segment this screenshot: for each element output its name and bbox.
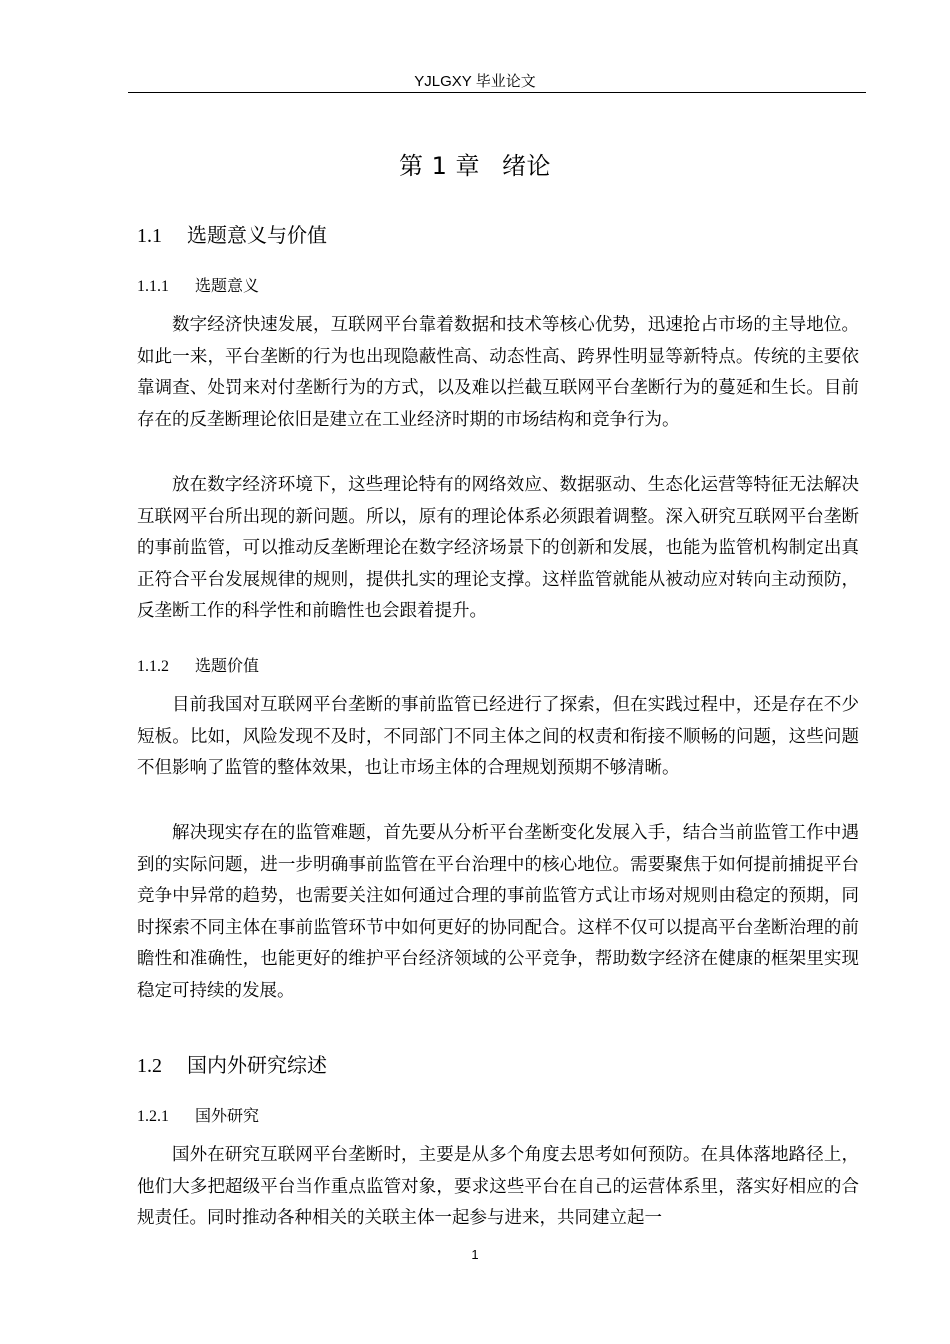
section-title: 国内外研究综述 [187, 1053, 327, 1077]
body-paragraph: 目前我国对互联网平台垄断的事前监管已经进行了探索，但在实践过程中，还是存在不少短板。比如，风险发现不及时，不同部门不同主体之间的权责和衔接不顺畅的问题，这些问题不但影响了监管的整体效果，也让市场主体的合理规划预期不够清晰。 [137, 695, 859, 778]
body-paragraph: 解决现实存在的监管难题，首先要从分析平台垄断变化发展入手，结合当前监管工作中遇到的实际问题，进一步明确事前监管在平台治理中的核心地位。需要聚焦于如何提前捕捉平台竞争中异常的趋势，也需要关注如何通过合理的事前监管方式让市场对规则由稳定的预期，同时探索不同主体在事前监管环节中如何更好的协同配合。这样不仅可以提高平台垄断治理的前瞻性和准确性，也能更好的维护平台经济领域的公平竞争，帮助数字经济在健康的框架里实现稳定可持续的发展。 [137, 823, 859, 1001]
section-number: 1.1 [137, 225, 162, 247]
section-heading-1-2 [137, 1049, 327, 1078]
subsection-number: 1.1.2 [137, 658, 169, 675]
subsection-title: 选题意义 [195, 276, 260, 295]
body-paragraph: 放在数字经济环境下，这些理论特有的网络效应、数据驱动、生态化运营等特征无法解决互联网平台所出现的新问题。所以，原有的理论体系必须跟着调整。深入研究互联网平台垄断的事前监管，可以推动反垄断理论在数字经济场景下的创新和发展，也能为监管机构制定出真正符合平台发展规律的规则，提供扎实的理论支撑。这样监管就能从被动应对转向主动预防，反垄断工作的科学性和前瞻性也会跟着提升。 [137, 475, 859, 621]
subsection-title: 选题价值 [195, 656, 260, 675]
subsection-number: 1.1.1 [137, 278, 169, 295]
subsection-heading-1-1-1 [137, 273, 259, 296]
subsection-number: 1.2.1 [137, 1108, 169, 1125]
running-header: YJLGXY 毕业论文 [414, 73, 536, 90]
body-paragraph: 国外在研究互联网平台垄断时，主要是从多个角度去思考如何预防。在具体落地路径上，他们大多把超级平台当作重点监管对象，要求这些平台在自己的运营体系里，落实好相应的合规责任。同时推动各种相关的关联主体一起参与进来，共同建立起一 [137, 1145, 859, 1228]
chapter-number: 第 1 章 [398, 152, 481, 180]
section-heading-1-1 [137, 219, 327, 248]
chapter-name: 绪论 [502, 152, 552, 180]
body-paragraph: 数字经济快速发展，互联网平台靠着数据和技术等核心优势，迅速抢占市场的主导地位。如此一来，平台垄断的行为也出现隐蔽性高、动态性高、跨界性明显等新特点。传统的主要依靠调查、处罚来对付垄断行为的方式，以及难以拦截互联网平台垄断行为的蔓延和生长。目前存在的反垄断理论依旧是建立在工业经济时期的市场结构和竞争行为。 [137, 315, 859, 430]
subsection-title: 国外研究 [195, 1106, 260, 1125]
subsection-heading-1-2-1 [137, 1103, 259, 1126]
section-number: 1.2 [137, 1055, 162, 1077]
subsection-heading-1-1-2 [137, 653, 259, 676]
chapter-title [0, 146, 950, 181]
section-title: 选题意义与价值 [187, 223, 327, 247]
page-number: 1 [471, 1247, 479, 1262]
header-rule [128, 92, 866, 93]
